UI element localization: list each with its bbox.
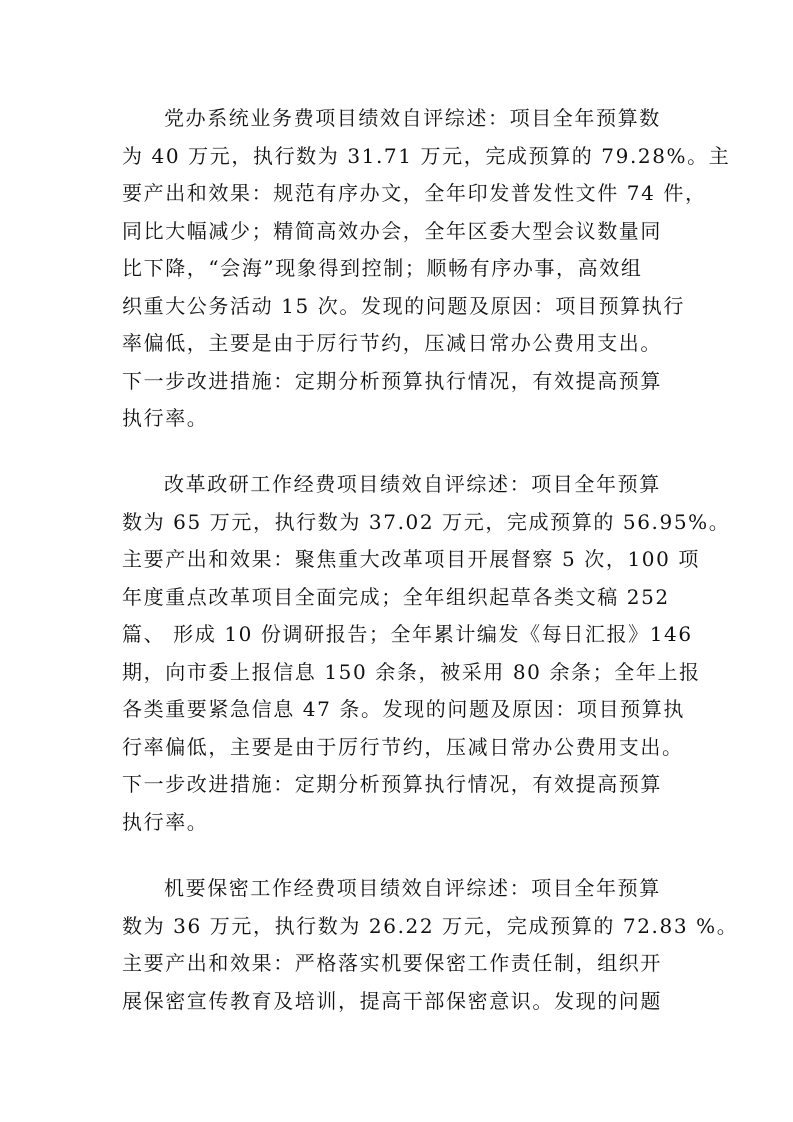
text-line: 下一步改进措施：定期分析预算执行情况，有效提高预算 [122, 368, 662, 393]
text-line: 机要保密工作经费项目绩效自评综述：项目全年预算 [164, 876, 661, 900]
text-line: 同比大幅减少；精简高效办会，全年区委大型会议数量同 [122, 218, 662, 243]
text-line: 行率偏低，主要是由于厉行节约，压减日常办公费用支出。 [122, 734, 684, 759]
text-line: 期，向市委上报信息 150 余条，被采用 80 余条；全年上报 [122, 659, 701, 684]
text-line: 织重大公务活动 15 次。发现的问题及原因：项目预算执行 [122, 293, 685, 318]
text-line: 改革政研工作经费项目绩效自评综述：项目全年预算 [164, 472, 661, 496]
text-line: 执行率。 [122, 406, 209, 430]
text-line: 数为 65 万元，执行数为 37.02 万元，完成预算的 56.95%。 [122, 509, 731, 534]
text-line: 执行率。 [122, 809, 209, 834]
text-line: 展保密宣传教育及培训，提高干部保密意识。发现的问题 [122, 988, 662, 1013]
text-line: 数为 36 万元，执行数为 26.22 万元，完成预算的 72.83 %。 [122, 913, 739, 938]
paragraph-reform-research-budget [122, 466, 731, 841]
paragraph-party-office-budget [122, 100, 731, 438]
paragraph-confidential-work-budget [122, 870, 739, 1020]
text-line: 年度重点改革项目全面完成；全年组织起草各类文稿 252 [122, 584, 670, 609]
text-line: 主要产出和效果：聚焦重大改革项目开展督察 5 次，100 项 [122, 547, 700, 571]
text-line: 党办系统业务费项目绩效自评综述：项目全年预算数 [164, 106, 661, 130]
text-line: 比下降，“会海”现象得到控制；顺畅有序办事，高效组 [122, 256, 643, 280]
text-line: 主要产出和效果：严格落实机要保密工作责任制，组织开 [122, 951, 662, 975]
text-line: 下一步改进措施：定期分析预算执行情况，有效提高预算 [122, 772, 662, 796]
text-line: 要产出和效果：规范有序办文，全年印发普发性文件 74 件， [122, 181, 707, 205]
text-line: 为 40 万元，执行数为 31.71 万元，完成预算的 79.28%。主 [122, 143, 731, 168]
text-line: 各类重要紧急信息 47 条。发现的问题及原因：项目预算执 [122, 697, 685, 721]
text-line: 率偏低，主要是由于厉行节约，压减日常办公费用支出。 [122, 331, 662, 355]
text-line: 篇、 形成 10 份调研报告；全年累计编发《每日汇报》146 [122, 622, 693, 646]
